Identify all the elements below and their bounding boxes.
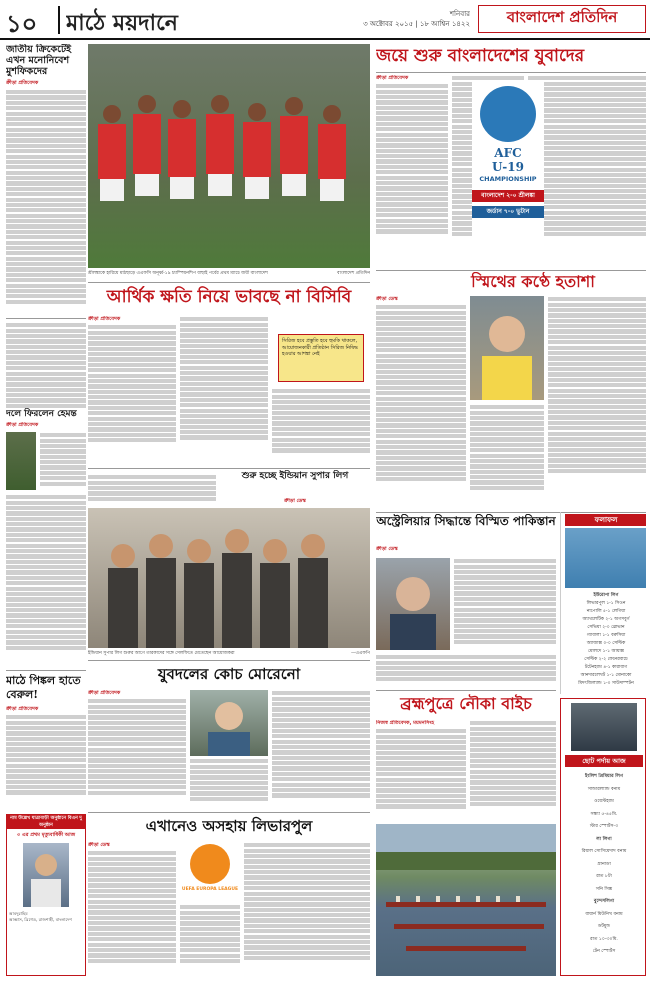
schedule-line: ইংলিশ প্রিমিয়ার লিগ [585, 774, 623, 779]
liverpool-body-col3 [244, 842, 370, 976]
result-line: অ্যাজাক্স ০-০ সেল্টিক [586, 641, 626, 646]
coach-body-col2 [190, 758, 268, 810]
bcb-pull-quote: সিরিজ হবে প্রস্তুতি হবে হুমকি থাকলে, আয়োজনকারী প্রতিষ্ঠান সিরিজ নিষিদ্ধ হওয়ার আশঙ্কা নেই [278, 334, 364, 382]
crowd-illustration [88, 508, 370, 648]
rule [88, 282, 370, 283]
u19-rule [376, 72, 646, 73]
tv-schedule-box [560, 698, 646, 976]
schedule-line: রিয়াল সোসিয়েদাদ বনাম [581, 849, 627, 854]
memorial-ad [6, 814, 86, 976]
rowing-headline: ব্রহ্মপুত্রে নৌকা বাইচ [400, 694, 532, 713]
body-text [6, 90, 86, 304]
result-line: আনদারলেখট ১-১ মোনাকো [580, 673, 632, 678]
header-divider [58, 6, 60, 34]
schedule-line: বুন্দেসলিগা [593, 899, 615, 904]
isl-headline: শুরু হচ্ছে ইন্ডিয়ান সুপার লিগ [241, 471, 349, 481]
pakistan-official-photo [376, 558, 450, 650]
u19-team-photo [88, 44, 370, 268]
byline: ক্রীড়া প্রতিবেদক [376, 75, 409, 81]
smith-portrait-icon [470, 296, 544, 400]
coach-headline: যুবদলের কোচ মোরেনো [157, 665, 301, 683]
hemonto-photo [6, 432, 36, 490]
isl-intro [88, 474, 216, 508]
bcb-body-col2 [180, 316, 268, 466]
rule [6, 318, 86, 319]
schedule-title: ছোট পর্দায় আজ [565, 755, 643, 767]
players-illustration [88, 44, 370, 268]
rowing-body-col2 [470, 720, 556, 820]
hockey-headline: মাঠে পিঙ্কল হাতে বেরুল! [6, 674, 81, 701]
hockey-body [6, 706, 86, 810]
page-number: ১০ [6, 9, 38, 36]
ad-subtitle: ৩ এর প্রথম মৃত্যুবার্ষিকী আজ [16, 832, 76, 838]
isl-byline: ক্রীড়া ডেস্ক [284, 498, 306, 504]
schedule-line: স্টার স্পোর্টস-৩ [589, 824, 619, 829]
schedule-line: টেন স্পোর্টস [592, 949, 616, 954]
europa-logo-text: UEFA EUROPA LEAGUE [181, 887, 239, 892]
isl-photo-credit: —এএফপি [351, 651, 370, 656]
byline: ক্রীড়া ডেস্ক [376, 546, 398, 552]
story-left-continued [6, 322, 86, 414]
pakistan-byline-wrap [376, 546, 556, 556]
smith-headline: স্মিথের কণ্ঠে হতাশা [471, 272, 595, 291]
schedule-line: ওয়েস্টহ্যাম [594, 799, 614, 804]
schedule-line: রাত ১০-৩০মি. [590, 936, 618, 942]
coach-photo [190, 690, 268, 756]
ad-caption: আবদুরাহিম আব্বাস, ব্রিগেড, রাজশাহী, বাংলাদেশ [9, 911, 72, 922]
rule [376, 270, 646, 271]
schedule-line: লা লিগা [596, 836, 612, 842]
rule [88, 468, 370, 469]
afc-result-1: বাংলাদেশ ২-০ শ্রীলঙ্কা [472, 190, 544, 202]
afc-logo-sub: U-19 [492, 160, 524, 174]
isl-selfie-photo [88, 508, 370, 648]
result-line: মিদৎজিল্যান্ড ১-০ সাউদাম্পটন [578, 681, 634, 686]
result-line: সেল্টিক ২-২ ফেনেরবাচে [584, 657, 628, 662]
isl-photo-caption: ইন্ডিয়ান সুপার লিগ শুরুর আগে তারকাদের সঙ্গে সেলফিতে মেতেছেন আয়োজকরা [88, 651, 235, 656]
trophy-icon [190, 844, 230, 884]
rule [6, 670, 86, 671]
masthead [0, 0, 650, 40]
schedule-line: গ্রানাডা [597, 861, 611, 867]
byline: ক্রীড়া ডেস্ক [376, 296, 398, 302]
result-line: লিভারপুল ১-১ সিওন [586, 601, 626, 606]
schedule-line: সন্ধ্যা ৫-৪৫মি. [590, 811, 618, 817]
bcb-body-col1 [88, 316, 176, 466]
result-line: টটেনহ্যাম ৪-১ কারাবাগ [584, 665, 628, 670]
smith-body-col1 [376, 296, 466, 508]
byline: ক্রীড়া প্রতিবেদক [88, 316, 121, 322]
result-line: সেভিয়া ২-০ স্লোভান [587, 625, 625, 630]
schedule-line: ডর্টমুন্ড [597, 924, 611, 929]
u19-headline: জয়ে শুরু বাংলাদেশের যুবাদের [376, 46, 585, 66]
ad-portrait-photo [23, 843, 69, 907]
schedule-line: সনি সিক্স [595, 886, 613, 892]
u19-photo-credit: বাংলাদেশ প্রতিদিন [336, 271, 370, 276]
results-list [565, 592, 646, 692]
schedule-line: বায়ার্ন মিউনিখ বনাম [585, 911, 623, 917]
result-line: গ্যাবালা ১-১ বরুসিয়া [586, 633, 626, 638]
rowing-boat-photo [376, 824, 556, 976]
hemonto-byline: ক্রীড়া প্রতিবেদক [6, 422, 39, 428]
byline: ক্রীড়া প্রতিবেদক [88, 690, 121, 696]
byline: ক্রীড়া ডেস্ক [88, 842, 110, 848]
result-line: অ্যাথলেটিক ২-১ অগসবুর্গ [582, 617, 630, 622]
smith-photo [470, 296, 544, 400]
ad-title: নাম উল্লেখ যাত্রাবাড়ী অনুষ্ঠানে বিএন দু অনুষ্ঠান [7, 815, 85, 829]
hemonto-body [40, 432, 86, 490]
football-results-box [560, 512, 646, 694]
coach-portrait-icon [190, 690, 268, 756]
section-title: মাঠে ময়দানে [66, 10, 178, 36]
bcb-body-col3 [272, 316, 370, 466]
rowing-body-col1 [376, 720, 466, 820]
header-rule [0, 38, 650, 40]
result-line: ইউরোপা লিগ [593, 593, 619, 598]
schedule-line: সান্ডারল্যান্ড বনাম [587, 786, 621, 792]
day-label: শনিবার [449, 10, 470, 18]
person-icon [23, 843, 69, 907]
official-portrait-icon [376, 558, 450, 650]
newspaper-logo: বাংলাদেশ প্রতিদিন [478, 5, 646, 33]
bcb-headline: আর্থিক ক্ষতি নিয়ে ভাবছে না বিসিবি [106, 287, 352, 307]
smith-body-col3 [548, 296, 646, 508]
pakistan-body [454, 558, 556, 658]
rule [88, 660, 370, 661]
coach-body-col1 [88, 690, 186, 810]
afc-logo-sub2: CHAMPIONSHIP [479, 175, 537, 183]
headline: জাতীয় ক্রিকেটেই এখন মনোনিবেশ মুশফিকদের [6, 44, 72, 77]
result-line: মোলদে ১-১ আয়াক্স [588, 649, 624, 654]
afc-result-2: জর্ডান ৭-০ ভুটান [472, 206, 544, 218]
rule [88, 812, 370, 813]
liverpool-body-col2 [180, 904, 240, 976]
hemonto-body-cont [6, 494, 86, 666]
rule [376, 690, 556, 691]
afc-logo-text: AFC [494, 146, 522, 160]
result-line: নাপোলি ৫-১ লেগিয়া [586, 609, 626, 614]
hemonto-headline: দলে ফিরলেন হেমন্ত [6, 409, 77, 419]
afc-box [472, 82, 544, 262]
napoli-player-photo [565, 528, 646, 588]
date-label: ৩ অক্টোবর ২০১৫ | ১৮ আশ্বিন ১৪২২ [363, 20, 470, 28]
u19-body-col1 [376, 75, 448, 265]
byline: নিজস্ব প্রতিবেদক, ময়মনসিংহ [376, 720, 435, 726]
pakistan-body-cont [376, 654, 556, 684]
u19-photo-caption: শ্রীলঙ্কাকে হারিয়ে মাঠছাড়ে এএফসি অনূর্ধ্ব-১৯ চ্যাম্পিয়নশিপ বাছাই পর্বের প্রথম ম্যাচে জয়ী বাংলাদেশ [88, 271, 268, 276]
pakistan-headline: অস্ট্রেলিয়ার সিদ্ধান্তে বিস্মিত পাকিস্তান [376, 514, 556, 528]
schedule-list [563, 771, 645, 975]
u19-body-col3 [528, 75, 646, 265]
tv-icon [571, 703, 637, 751]
byline: ক্রীড়া প্রতিবেদক [6, 80, 39, 86]
smith-body-col2 [470, 404, 544, 508]
coach-body-col3 [272, 690, 370, 810]
europa-league-logo [180, 842, 240, 902]
schedule-line: রাত ৮টা [596, 874, 612, 879]
liverpool-body-col1 [88, 842, 176, 976]
afc-ball-icon [480, 86, 536, 142]
story-women-cricket [6, 44, 86, 314]
results-title: ফলাফল [565, 514, 646, 526]
liverpool-headline: এখানেও অসহায় লিভারপুল [145, 817, 313, 835]
byline: ক্রীড়া প্রতিবেদক [6, 706, 39, 712]
boats-illustration [376, 824, 556, 976]
